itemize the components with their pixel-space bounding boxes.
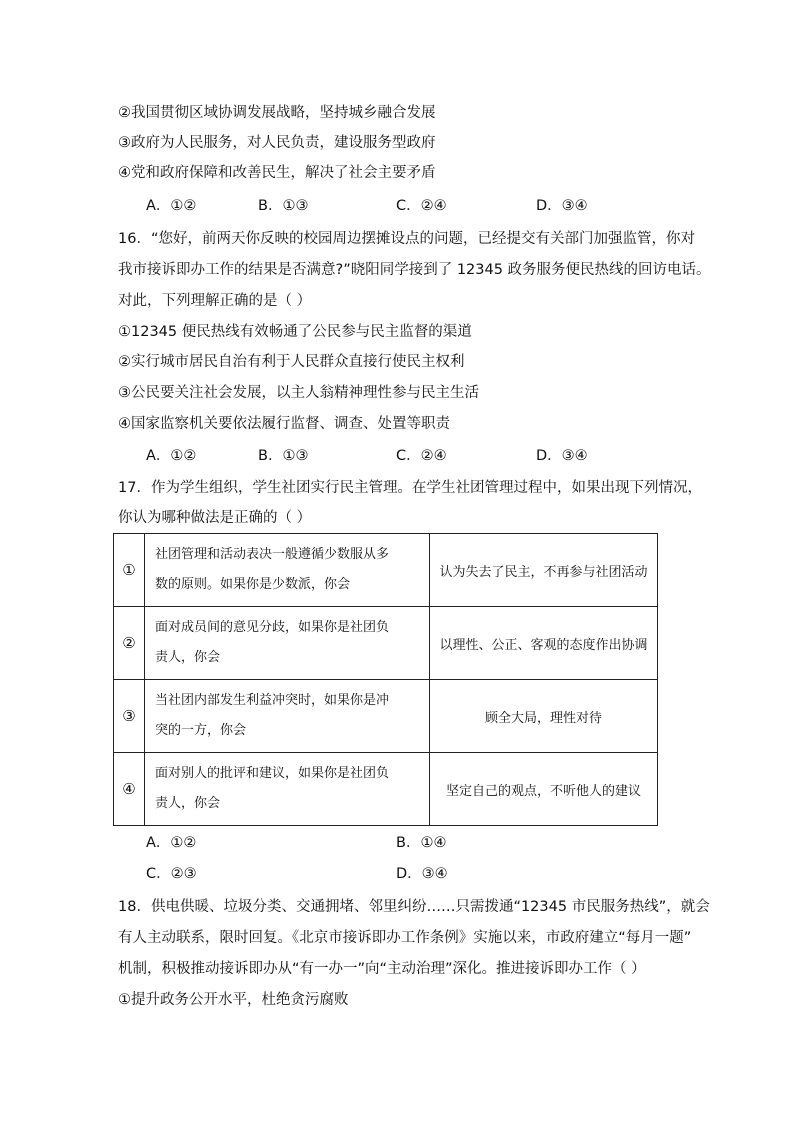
q16-option-d[interactable]: D．③④ — [536, 448, 588, 464]
q15-statement-3: ③政府为人民服务，对人民负责，建设服务型政府 — [118, 135, 436, 151]
q16-statement-2: ②实行城市居民自治有利于人民群众直接行使民主权利 — [118, 354, 465, 370]
action-cell: 坚定自己的观点，不听他人的建议 — [430, 753, 658, 826]
q15-statement-4: ④党和政府保障和改善民生，解决了社会主要矛盾 — [118, 165, 436, 181]
table-row — [114, 753, 658, 826]
table-row — [114, 680, 658, 753]
q18-stem-line-3: 机制，积极推动接诉即办从“有一办一”向“主动治理”深化。推进接诉即办工作（ ） — [118, 961, 646, 977]
situation-line: 责人，你会 — [155, 796, 221, 811]
q17-option-d[interactable]: D．③④ — [396, 866, 448, 882]
situation-line: 责人，你会 — [155, 650, 221, 665]
q17-stem-line-1: 17．作为学生组织，学生社团实行民主管理。在学生社团管理过程中，如果出现下列情况， — [118, 480, 702, 496]
q16-statement-3: ③公民要关注社会发展，以主人翁精神理性参与民主生活 — [118, 385, 479, 401]
situation-line: 数的原则。如果你是少数派，你会 — [155, 577, 351, 592]
situation-line: 当社团内部发生利益冲突时，如果你是冲 — [155, 693, 390, 708]
q17-situation-table — [113, 533, 658, 826]
q16-stem-line-3: 对此，下列理解正确的是（ ） — [118, 293, 312, 309]
row-number: ④ — [114, 753, 145, 826]
q16-stem-line-2: 我市接诉即办工作的结果是否满意?”晓阳同学接到了 12345 政务服务便民热线的回访电话。 — [118, 262, 711, 278]
q16-statement-1: ①12345 便民热线有效畅通了公民参与民主监督的渠道 — [118, 324, 472, 340]
q16-option-a[interactable]: A．①② — [146, 448, 197, 464]
table-row — [114, 534, 658, 607]
action-cell: 以理性、公正、客观的态度作出协调 — [430, 607, 658, 680]
q17-option-c[interactable]: C．②③ — [146, 866, 197, 882]
q17-option-b[interactable]: B．①④ — [396, 835, 447, 851]
row-number: ② — [114, 607, 145, 680]
situation-cell — [145, 753, 430, 826]
table-row — [114, 607, 658, 680]
q18-stem-line-2: 有人主动联系，限时回复。《北京市接诉即办工作条例》实施以来，市政府建立“每月一题” — [118, 930, 692, 946]
situation-line: 社团管理和活动表决一般遵循少数服从多 — [155, 547, 390, 562]
q17-stem-line-2: 你认为哪种做法是正确的（ ） — [118, 510, 312, 526]
q16-stem-line-1: 16．“您好，前两天你反映的校园周边摆摊设点的问题，已经提交有关部门加强监管，你对 — [118, 231, 695, 247]
q15-option-a[interactable]: A．①② — [146, 198, 197, 214]
situation-cell — [145, 534, 430, 607]
q15-statement-2: ②我国贯彻区域协调发展战略，坚持城乡融合发展 — [118, 105, 436, 121]
situation-line: 突的一方，你会 — [155, 723, 247, 738]
situation-line: 面对成员间的意见分歧，如果你是社团负 — [155, 620, 390, 635]
q15-option-d[interactable]: D．③④ — [536, 198, 588, 214]
q15-option-c[interactable]: C．②④ — [396, 198, 447, 214]
q16-option-c[interactable]: C．②④ — [396, 448, 447, 464]
q18-stem-line-1: 18．供电供暖、垃圾分类、交通拥堵、邻里纠纷……只需拨通“12345 市民服务热线”，就会 — [118, 899, 710, 915]
q18-statement-1: ①提升政务公开水平，杜绝贪污腐败 — [118, 992, 349, 1008]
row-number: ③ — [114, 680, 145, 753]
q17-option-a[interactable]: A．①② — [146, 835, 197, 851]
situation-line: 面对别人的批评和建议，如果你是社团负 — [155, 766, 390, 781]
situation-cell — [145, 680, 430, 753]
q16-option-b[interactable]: B．①③ — [258, 448, 309, 464]
q15-option-b[interactable]: B．①③ — [258, 198, 309, 214]
row-number: ① — [114, 534, 145, 607]
action-cell: 认为失去了民主，不再参与社团活动 — [430, 534, 658, 607]
action-cell: 顾全大局，理性对待 — [430, 680, 658, 753]
situation-cell — [145, 607, 430, 680]
q16-statement-4: ④国家监察机关要依法履行监督、调查、处置等职责 — [118, 416, 450, 432]
